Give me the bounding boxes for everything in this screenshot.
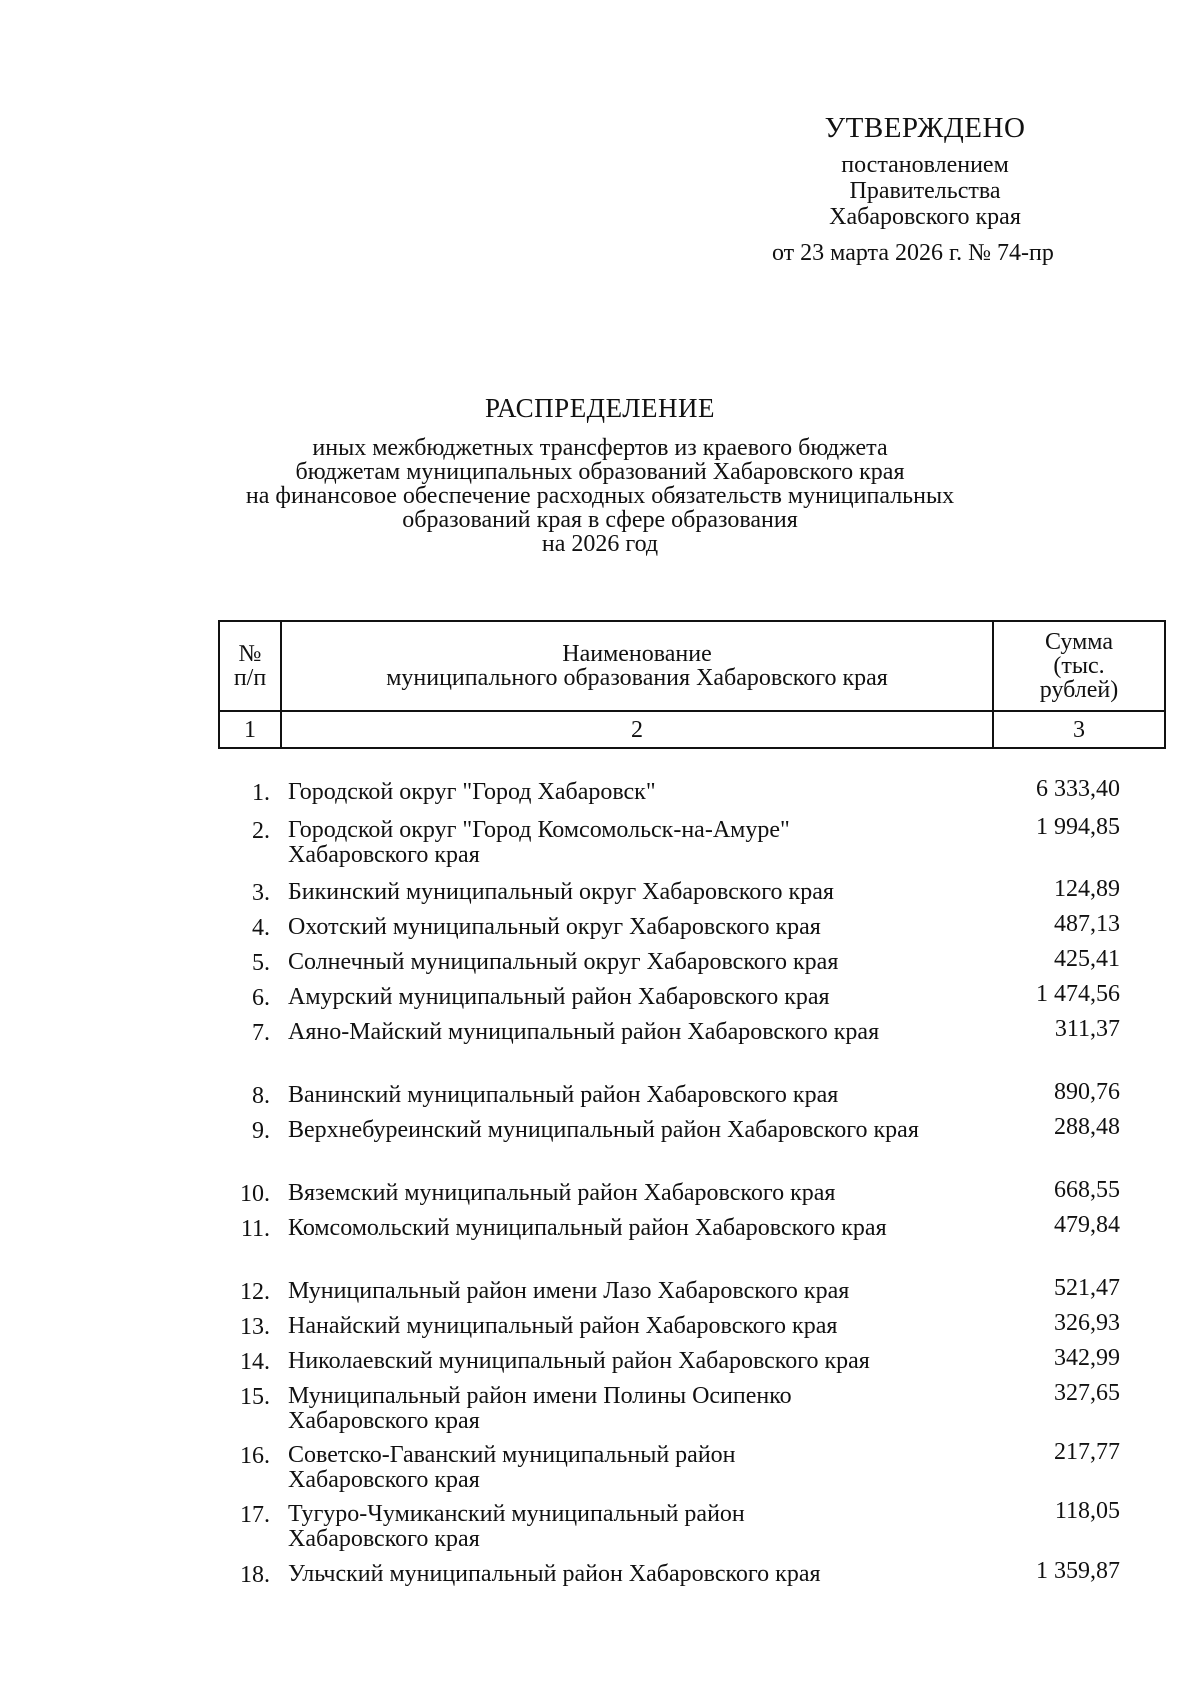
row-number: 16.	[240, 1443, 270, 1469]
row-number: 17.	[240, 1502, 270, 1528]
row-amount: 311,37	[1054, 1016, 1120, 1042]
row-number: 4.	[252, 915, 270, 941]
heading-line-3: на финансовое обеспечение расходных обязательств муниципальных	[245, 483, 955, 509]
document-heading	[100, 392, 1100, 556]
approval-date: от 23 марта 2026 г. № 74-пр	[772, 240, 1054, 266]
header-col2-line1: Наименование	[562, 641, 712, 667]
row-amount: 118,05	[1054, 1498, 1120, 1524]
row-number: 14.	[240, 1349, 270, 1375]
row-name: Муниципальный район имени Полины Осипенко Хабаровского края	[288, 1383, 792, 1434]
header-col3-line1: Сумма	[1045, 629, 1113, 655]
row-name: Вяземский муниципальный район Хабаровского края	[288, 1180, 836, 1206]
heading-line-4: образований края в сфере образования	[402, 507, 798, 533]
header-col3-line3: рублей)	[1039, 677, 1119, 703]
row-number: 12.	[240, 1279, 270, 1305]
row-name: Городской округ "Город Комсомольск-на-Амуре" Хабаровского края	[288, 817, 790, 868]
row-name: Тугуро-Чумиканский муниципальный район Хабаровского края	[288, 1501, 745, 1552]
row-amount: 425,41	[1054, 946, 1120, 972]
row-name: Ульчский муниципальный район Хабаровского края	[288, 1561, 821, 1587]
row-name: Бикинский муниципальный округ Хабаровского края	[288, 879, 834, 905]
row-number: 18.	[240, 1562, 270, 1588]
row-amount: 342,99	[1054, 1345, 1120, 1371]
approval-line-2: Правительства	[849, 178, 1001, 204]
row-amount: 521,47	[1054, 1275, 1120, 1301]
row-amount: 288,48	[1054, 1114, 1120, 1140]
header-col3-line2: (тыс.	[1053, 653, 1105, 679]
heading-line-1: иных межбюджетных трансфертов из краевого бюджета	[312, 435, 888, 461]
heading-line-5: на 2026 год	[541, 531, 659, 557]
approval-line-3: Хабаровского края	[829, 204, 1021, 230]
row-number: 7.	[252, 1020, 270, 1046]
header-col-name	[281, 621, 993, 711]
row-number: 2.	[252, 818, 270, 844]
approval-title: УТВЕРЖДЕНО	[824, 112, 1026, 144]
row-name: Комсомольский муниципальный район Хабаровского края	[288, 1215, 887, 1241]
row-amount: 6 333,40	[1036, 776, 1120, 802]
row-amount: 487,13	[1054, 911, 1120, 937]
heading-line-2: бюджетам муниципальных образований Хабаровского края	[295, 459, 905, 485]
header-num-1: 1	[219, 711, 281, 748]
row-name: Солнечный муниципальный округ Хабаровского края	[288, 949, 839, 975]
row-amount: 124,89	[1054, 876, 1120, 902]
row-amount: 326,93	[1054, 1310, 1120, 1336]
row-amount: 1 359,87	[1036, 1558, 1120, 1584]
row-number: 15.	[240, 1384, 270, 1410]
header-num-3: 3	[993, 711, 1165, 748]
row-name: Ванинский муниципальный район Хабаровского края	[288, 1082, 839, 1108]
row-name: Амурский муниципальный район Хабаровского края	[288, 984, 830, 1010]
table-header	[218, 620, 1166, 749]
row-number: 9.	[252, 1118, 270, 1144]
row-number: 10.	[240, 1181, 270, 1207]
row-amount: 890,76	[1054, 1079, 1120, 1105]
row-amount: 327,65	[1054, 1380, 1120, 1406]
row-amount: 217,77	[1054, 1439, 1120, 1465]
row-name: Николаевский муниципальный район Хабаровского края	[288, 1348, 870, 1374]
row-name: Советско-Гаванский муниципальный район Хабаровского края	[288, 1442, 736, 1493]
row-name: Охотский муниципальный округ Хабаровского края	[288, 914, 821, 940]
header-col-amount	[993, 621, 1165, 711]
row-name: Аяно-Майский муниципальный район Хабаровского края	[288, 1019, 880, 1045]
approval-line-1: постановлением	[841, 152, 1009, 178]
row-amount: 1 474,56	[1036, 981, 1120, 1007]
approval-stamp	[772, 110, 1070, 266]
row-amount: 668,55	[1054, 1177, 1120, 1203]
row-number: 8.	[252, 1083, 270, 1109]
header-num-2: 2	[281, 711, 993, 748]
row-amount: 1 994,85	[1036, 814, 1120, 840]
row-number: 1.	[252, 780, 270, 806]
row-name: Нанайский муниципальный район Хабаровского края	[288, 1313, 838, 1339]
header-col1-line2: п/п	[233, 665, 267, 691]
row-name: Городской округ "Город Хабаровск"	[288, 779, 656, 805]
header-col-number	[219, 621, 281, 711]
header-col2-line2: муниципального образования Хабаровского края	[386, 665, 888, 691]
row-number: 5.	[252, 950, 270, 976]
row-amount: 479,84	[1054, 1212, 1120, 1238]
heading-title: РАСПРЕДЕЛЕНИЕ	[484, 393, 716, 423]
row-name: Муниципальный район имени Лазо Хабаровского края	[288, 1278, 850, 1304]
header-col1-line1: №	[238, 641, 262, 667]
row-number: 3.	[252, 880, 270, 906]
row-number: 13.	[240, 1314, 270, 1340]
row-number: 11.	[240, 1216, 270, 1242]
row-name: Верхнебуреинский муниципальный район Хабаровского края	[288, 1117, 919, 1143]
row-number: 6.	[252, 985, 270, 1011]
